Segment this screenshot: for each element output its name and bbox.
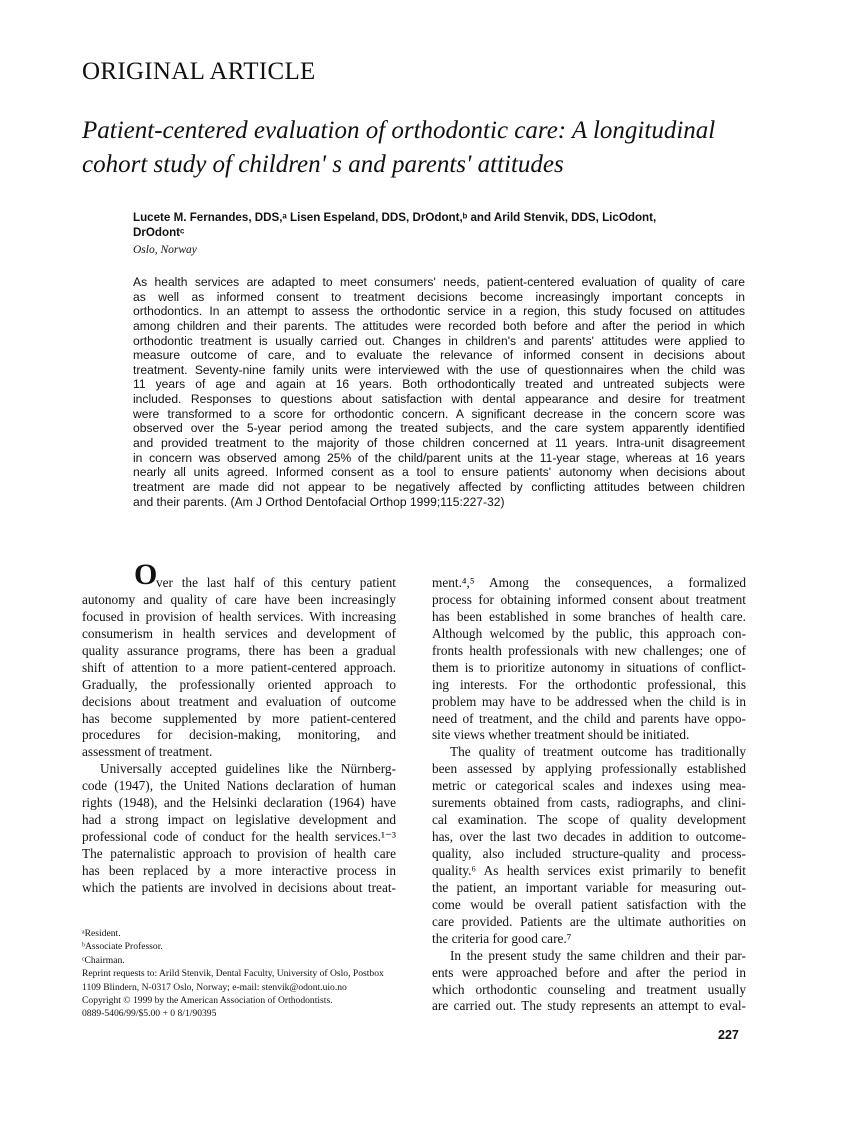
footnote: ᶜChairman. <box>82 954 125 966</box>
article-title <box>82 114 715 182</box>
text-line: the criteria for good care.⁷ <box>432 930 572 946</box>
text-line: need of treatment, and the child and parents have oppo- <box>432 710 746 726</box>
text-line: procedures for decision-making, monitoring, and <box>82 727 396 743</box>
text-line: measure outcome of care, and to evaluate the relevance of informed consent in decisions about <box>133 348 745 363</box>
text-line: nearly all units agreed. Informed consent as a tool to ensure patients' autonomy when decisions about <box>133 465 745 480</box>
text-line: 11 years of age and again at 16 years. Both orthodontically treated and untreated subjects were <box>133 377 745 392</box>
text-line: As health services are adapted to meet consumers' needs, patient-centered evaluation of quality of care <box>133 275 745 289</box>
text-line: professional code of conduct for the health services.¹⁻³ <box>82 829 396 845</box>
affiliation: Oslo, Norway <box>133 244 197 256</box>
text-line: the patient, an important variable for measuring out- <box>432 879 746 895</box>
text-line: were transformed to a score for orthodontic concern. A significant decrease in the concern score was <box>133 406 745 421</box>
text-line: Although welcomed by the public, this approach con- <box>432 625 746 641</box>
page-number: 227 <box>718 1028 739 1042</box>
text-line: Gradually, the professionally oriented approach to <box>82 676 396 692</box>
authors-line: DrOdontᶜ <box>133 226 185 239</box>
paragraph <box>432 948 746 1016</box>
footnote: ᵇAssociate Professor. <box>82 941 163 953</box>
text-line: ment.⁴,⁵ Among the consequences, a formalized <box>432 575 746 590</box>
authors <box>133 210 753 240</box>
footnote: 0889-5406/99/$5.00 + 0 8/1/90395 <box>82 1008 217 1020</box>
text-line: and provided treatment to the majority of those children concerned at 11 years. Intra-unit disagreement <box>133 436 745 451</box>
footnote: ᵃResident. <box>82 928 121 939</box>
text-line: fronts health professionals with new challenges; one of <box>432 642 746 658</box>
text-line: had a strong impact on legislative development and <box>82 812 396 828</box>
text-line: are carried out. The study represents an attempt to eval- <box>432 998 746 1014</box>
footnote: Copyright © 1999 by the American Association of Orthodontists. <box>82 995 333 1007</box>
footnote: Reprint requests to: Arild Stenvik, Dental Faculty, University of Oslo, Postbox <box>82 968 384 980</box>
text-line: problem may have to be addressed when the child is in <box>432 693 746 709</box>
section-heading: ORIGINAL ARTICLE <box>82 58 316 85</box>
drop-cap: O <box>134 558 158 591</box>
text-line: observed over the 5-year period among the treated subjects, and the care system apparently identified <box>133 421 745 436</box>
text-line: decisions about treatment and evaluation of outcome <box>82 693 396 709</box>
paragraph <box>432 744 746 947</box>
text-line: consumerism in health services and development of <box>82 625 396 641</box>
title-line: Patient-centered evaluation of orthodontic care: A longitudinal <box>82 117 716 144</box>
text-line: In the present study the same children and their par- <box>450 947 746 963</box>
text-line: quality, also included structure-quality and process- <box>432 846 746 861</box>
text-line: which orthodontic counseling and treatment usually <box>432 981 746 997</box>
text-line: has, over the last two decades in addition to outcome- <box>432 829 746 845</box>
text-line: care provided. Patients are the ultimate authorities on <box>432 913 746 929</box>
footnote: 1109 Blindern, N-0317 Oslo, Norway; e-mail: stenvik@odont.uio.no <box>82 981 347 993</box>
text-line: has become supplemented by more patient-centered <box>82 710 396 726</box>
text-line: has been replaced by a more interactive process in <box>82 862 396 878</box>
text-line: The quality of treatment outcome has traditionally <box>450 744 746 760</box>
authors-line: Lucete M. Fernandes, DDS,ᵃ Lisen Espeland, DDS, DrOdont,ᵇ and Arild Stenvik, DDS, LicOdont, <box>133 211 657 224</box>
text-line: treatment are made did not appear to be negatively affected by conflicting attitudes between children <box>133 479 745 494</box>
right-column <box>432 575 746 1015</box>
text-line: orthodontics. In an attempt to assess the orthodontic service in a region, this study focused on attitudes <box>133 304 745 319</box>
paragraph <box>432 575 746 744</box>
text-line: as well as informed consent to treatment decisions become increasingly important concepts in <box>133 289 745 304</box>
text-line: and their parents. (Am J Orthod Dentofacial Orthop 1999;115:227-32) <box>133 494 505 509</box>
text-line: ing interests. For the orthodontic professional, this <box>432 676 746 692</box>
text-line: which the patients are involved in decisions about treat- <box>82 879 396 895</box>
text-line: orthodontic treatment is usually carried out. Changes in children's and parents' attitudes were applied to <box>133 333 745 348</box>
text-line: The paternalistic approach to provision of health care <box>82 846 396 861</box>
title-line: cohort study of children' s and parents' attitudes <box>82 151 564 178</box>
text-line: been assessed by applying professionally established <box>432 761 746 777</box>
abstract <box>133 275 745 509</box>
text-line: process for obtaining informed consent about treatment <box>432 591 746 607</box>
paragraph <box>82 592 396 761</box>
text-line: in concern was observed among 25% of the child/parent units at the 11-year stage, whereas at 16 years <box>133 450 745 465</box>
text-line: surements obtained from casts, radiographs, and clini- <box>432 795 746 811</box>
text-line: shift of attention to a more patient-centered approach. <box>82 659 396 675</box>
text-line: site views whether treatment should be initiated. <box>432 727 690 743</box>
text-line: focused in provision of health services. With increasing <box>82 608 396 624</box>
text-line: among children and their parents. The attitudes were recorded both before and after the period in which <box>133 318 745 333</box>
text-line: quality.⁶ As health services exist primarily to benefit <box>432 862 746 878</box>
text-line: cal examination. The scope of quality development <box>432 812 746 828</box>
text-line: code (1947), the United Nations declaration of human <box>82 778 396 794</box>
text-line: has been established in some branches of health care. <box>432 608 746 624</box>
text-line: rights (1948), and the Helsinki declaration (1964) have <box>82 795 396 811</box>
text-line <box>82 558 396 592</box>
text-line: assessment of treatment. <box>82 744 213 760</box>
text-line: metric or categorical scales and indexes using mea- <box>432 778 746 794</box>
text-line: come would be overall patient satisfaction with the <box>432 896 746 912</box>
text-line: autonomy and quality of care have been increasingly <box>82 591 396 607</box>
text-line: included. Responses to questions about satisfaction with dental appearance and desire for treatment <box>133 392 745 407</box>
text-line: ents were approached before and after the period in <box>432 964 746 980</box>
text-line: treatment. Seventy-nine family units were interviewed with the use of questionnaires when the child was <box>133 362 745 377</box>
text-line: them is to prioritize autonomy in situations of conflict- <box>432 659 746 675</box>
text-line: Universally accepted guidelines like the Nürnberg- <box>100 761 396 777</box>
left-column <box>82 558 396 897</box>
footnotes <box>82 927 402 1021</box>
text-line: quality assurance programs, there has been a gradual <box>82 642 396 658</box>
first-line: ver the last half of this century patient <box>156 575 396 590</box>
paragraph <box>82 761 396 897</box>
